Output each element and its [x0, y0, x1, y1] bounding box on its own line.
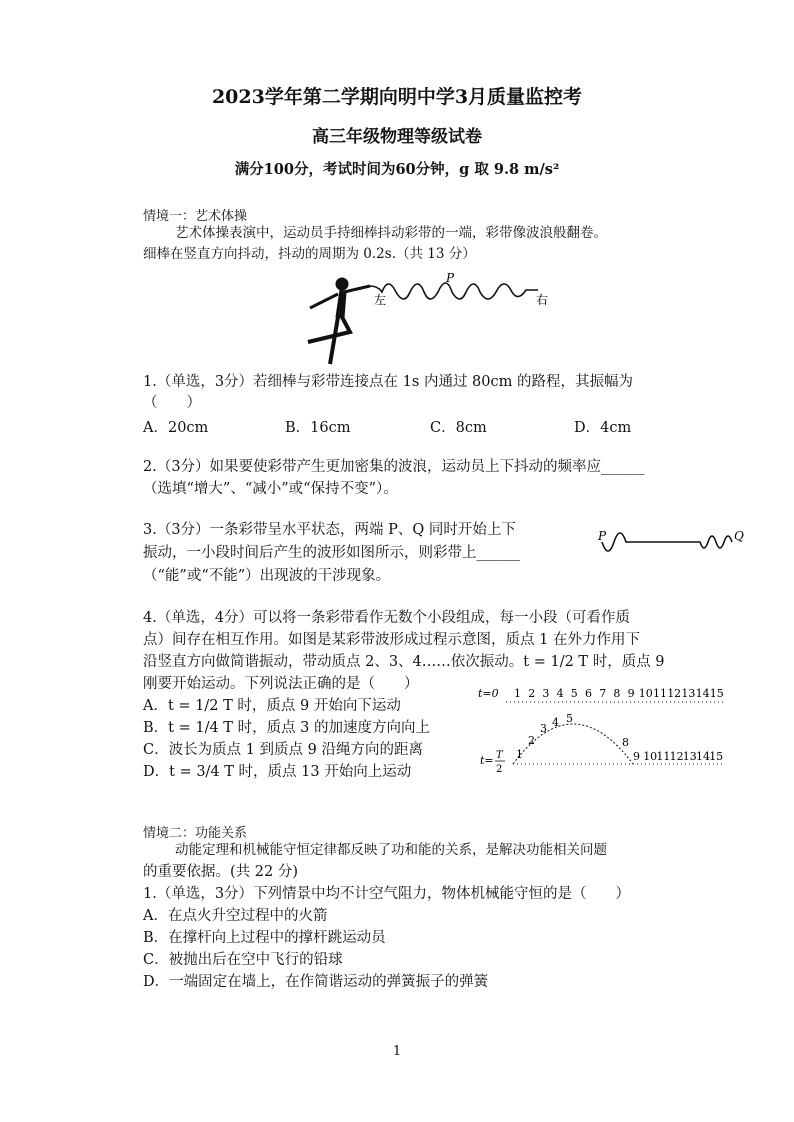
time-zero-label: t=0	[478, 687, 499, 700]
s1-q4-option-a: A．t = 1/2 T 时，质点 9 开始向下运动	[143, 698, 401, 714]
ribbon-right-label: 右	[536, 293, 549, 307]
row2-flat-particle-label: 12	[669, 750, 684, 763]
row2-arc-particle-label: 5	[566, 712, 573, 725]
row1-particle-label: 5	[570, 687, 578, 700]
s2-q1-option-c: C．被抛出后在空中飞行的铅球	[143, 952, 343, 968]
s1-q4-option-c: C．波长为质点 1 到质点 9 沿绳方向的距离	[143, 742, 423, 758]
row2-flat-particle-label: 9	[633, 750, 640, 763]
s1-q4-line2: 点）间存在相互作用。如图是某彩带波形成过程示意图，质点 1 在外力作用下	[143, 632, 640, 648]
row2-particles	[516, 712, 723, 763]
s1-q1-stem-line2: （ ）	[143, 395, 201, 411]
row1-particle-label: 1	[514, 687, 521, 700]
s1-q1-option-b: B．16cm	[285, 420, 351, 436]
row1-particle-label: 3	[542, 687, 550, 700]
gymnast-silhouette	[308, 278, 370, 364]
row2-arc-particle-label: 3	[540, 722, 547, 735]
scenario2-intro-line2: 的重要依据。(共 22 分)	[143, 864, 298, 880]
s1-q1-stem-line1: 1.（单选，3分）若细棒与彩带连接点在 1s 内通过 80cm 的路程，其振幅为	[143, 374, 633, 390]
row2-flat-particle-label: 15	[709, 750, 724, 763]
scenario1-heading: 情境一：艺术体操	[143, 209, 248, 224]
exam-info: 满分100分，考试时间为60分钟，g 取 9.8 m/s²	[234, 161, 560, 178]
row1-particle-label: 8	[613, 687, 621, 700]
row2-flat-particle-label: 14	[696, 750, 710, 763]
ribbon-wave	[370, 283, 538, 299]
row2-flat-particle-label: 10	[643, 750, 658, 763]
pq-wave-figure	[596, 520, 746, 570]
ribbon-left-label: 左	[374, 293, 387, 307]
time-half-label-num: T	[496, 750, 503, 761]
scenario2-heading: 情境二：功能关系	[143, 826, 248, 841]
gymnast-ribbon-figure	[300, 262, 560, 367]
s1-q4-line1: 4.（单选，4分）可以将一条彩带看作无数个小段组成，每一小段（可看作质	[143, 610, 631, 626]
pq-wave-line	[602, 533, 732, 551]
s1-q1-option-d: D．4cm	[574, 420, 632, 436]
s1-q1-option-a: A．20cm	[143, 420, 209, 436]
row2-flat-particle-label: 11	[656, 750, 671, 763]
row1-particle-label: 15	[709, 687, 724, 700]
row1-particle-label: 6	[585, 687, 592, 700]
row1-particle-label: 7	[599, 687, 607, 700]
s1-q4-option-d: D．t = 3/4 T 时，质点 13 开始向上运动	[143, 764, 412, 780]
row1-particles	[514, 687, 724, 700]
s1-q2-line2: （选填“增大”、“减小”或“保持不变”）。	[143, 481, 398, 497]
row1-particle-label: 14	[695, 687, 710, 700]
row1-particle-label: 12	[667, 687, 682, 700]
row1-particle-label: 10	[638, 687, 653, 700]
row1-particle-label: 9	[627, 687, 635, 700]
row2-arc-particle-label: 2	[528, 734, 535, 747]
pq-wave-p-label: P	[598, 529, 607, 543]
row2-arc-particle-label: 1	[516, 748, 523, 761]
s2-q1-option-d: D．一端固定在墙上，在作简谐运动的弹簧振子的弹簧	[143, 974, 489, 990]
exam-title: 2023学年第二学期向明中学3月质量监控考	[211, 86, 583, 108]
s1-q1-option-c: C．8cm	[430, 420, 487, 436]
row2-arc-particle-label: 4	[552, 716, 559, 729]
s1-q4-line4: 刚要开始运动。下列说法正确的是（ ）	[143, 676, 419, 692]
s2-q1-option-b: B．在撑杆向上过程中的撑杆跳运动员	[143, 930, 386, 946]
s1-q3-line1: 3.（3分）一条彩带呈水平状态，两端 P、Q 同时开始上下	[143, 522, 516, 538]
s1-q4-line3: 沿竖直方向做简谐振动，带动质点 2、3、4……依次振动。t = 1/2 T 时，质点 9	[143, 654, 665, 670]
s1-q3-line2: 振动，一小段时间后产生的波形如图所示，则彩带上______	[143, 545, 520, 561]
time-half-label-den: 2	[496, 764, 503, 775]
s2-q1-stem: 1.（单选，3分）下列情景中均不计空气阻力，物体机械能守恒的是（ ）	[143, 886, 631, 902]
ribbon-point-p-label: P	[446, 271, 455, 285]
scenario2-intro-line1: 动能定理和机械能守恒定律都反映了功和能的关系，是解决功能相关问题	[175, 842, 607, 858]
row1-particle-label: 2	[528, 687, 536, 700]
s2-q1-option-a: A．在点火升空过程中的火箭	[143, 908, 328, 924]
row1-particle-label: 4	[556, 687, 564, 700]
row1-particle-label: 13	[681, 687, 696, 700]
scenario1-intro-line2: 细棒在竖直方向抖动，抖动的周期为 0.2s.（共 13 分）	[143, 246, 476, 262]
pq-wave-q-label: Q	[734, 529, 744, 543]
row2-arc-particle-label: 8	[622, 736, 629, 749]
time-half-label-t: t=	[480, 754, 494, 767]
row1-particle-label: 11	[653, 687, 667, 700]
row2-flat-particle-label: 13	[682, 750, 697, 763]
s1-q2-line1: 2.（3分）如果要使彩带产生更加密集的波浪，运动员上下抖动的频率应______	[143, 459, 645, 475]
scenario1-intro-line1: 艺术体操表演中，运动员手持细棒抖动彩带的一端，彩带像波浪般翻卷。	[175, 225, 607, 241]
s1-q3-line3: （“能”或“不能”）出现波的干涉现象。	[143, 568, 391, 584]
s1-q4-option-b: B．t = 1/4 T 时，质点 3 的加速度方向向上	[143, 720, 431, 736]
particle-chain-figure	[478, 676, 734, 780]
page-number: 1	[392, 1044, 402, 1059]
exam-subtitle: 高三年级物理等级试卷	[312, 127, 482, 147]
